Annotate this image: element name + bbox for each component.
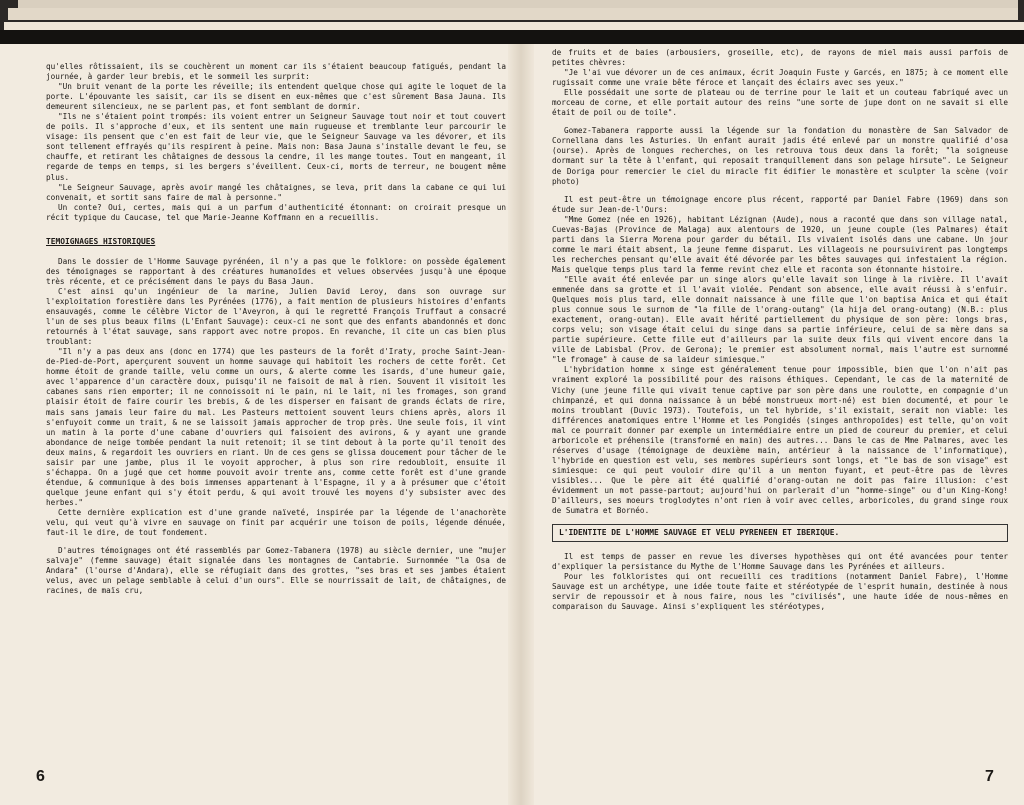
paragraph: Un conte? Oui, certes, mais qui a un parfum d'authenticité étonnant: on croirait presque un récit typique du Caucase, tel que Marie-Jeanne Koffmann en a recueillis.	[46, 202, 506, 222]
paragraph: Il est temps de passer en revue les diverses hypothèses qui ont été avancées pour tenter d'expliquer la persistance du Mythe de l'Homme Sauvage dans les Pyrénées et ailleurs.	[552, 552, 1008, 572]
book-gutter	[508, 44, 534, 805]
paragraph: D'autres témoignages ont été rassemblés par Gomez-Tabanera (1978) au siècle dernier, une "mujer salvaje" (femme sauvage) était signalée dans les montagnes de Cantabrie. Surnommée "la Osa de Andara" (l'ourse d'Andara), elle se réfugiait dans des grottes, "ses bras et ses jambes étaient velus, avec un pelage semblable à celui d'un ours". Elle se nourrissait de lait, de châtaignes, de racines, de maïs cru,	[46, 546, 506, 596]
quote-paragraph: "Elle avait été enlevée par un singe alors qu'elle lavait son linge à la rivière. Il l'avait emmenée dans sa grotte et il l'avait violée. Pendant son absence, elle avait réussi à s'enfuir. Quelques mois plus tard, elle donnait naissance à une fille que l'on baptisa Anica et qui était plus connue sous le surnom de "la fille de l'orang-outang" (la hija del orang-outang) (N.B.: plus exactement, orang-outan). Elle avait hérité partiellement du physique de son père: longs bras, corps velu; son visage était celui du singe dans sa partie inférieure, celui de sa mère dans sa partie supérieure. Cette fille eut d'ailleurs par la suite deux fils qui vivent encore dans la ville de Labisbal (Prov. de Gerona); le premier est absolument normal, mais l'autre est surnommé "le fromage" à cause de sa laideur simiesque."	[552, 274, 1008, 365]
paragraph: Il est peut-être un témoignage encore plus récent, rapporté par Daniel Fabre (1969) dans son étude sur Jean-de-l'Ours:	[552, 194, 1008, 214]
paragraph: de fruits et de baies (arbousiers, groseille, etc), de rayons de miel mais aussi parfois de petites chèvres:	[552, 48, 1008, 68]
paragraph: Elle possédait une sorte de plateau ou de terrine pour le lait et un couteau fabriqué avec un morceau de corne, et elle portait autour des reins "une sorte de jupe dont on ne savait si elle était de poil ou de toile".	[552, 88, 1008, 118]
paragraph: "Le Seigneur Sauvage, après avoir mangé les châtaignes, se leva, prit dans la cabane ce qui lui convenait, et sortit sans faire de mal à personne."	[46, 182, 506, 202]
paragraph: "Ils ne s'étaient point trompés: ils voient entrer un Seigneur Sauvage tout noir et tout couvert de poils. Il s'approche d'eux, et ils sentent une main rugueuse et tremblante leur parcourir le visage: ils pensent que c'en est fait de leur vie, que le Seigneur Sauvage va les dévorer, et ils sont tellement effrayés qu'ils respirent à peine. Mais non: Basa Jauna s'installe devant le feu, se chauffe, et retirant les châtaignes de dessous la cendre, il les mange toutes. Tout en mangeant, il regarde de temps en temps, si les bergers s'éveillent. Ceux-ci, morts de terreur, ne bougent même plus.	[46, 112, 506, 182]
left-page	[46, 62, 506, 596]
paragraph: Dans le dossier de l'Homme Sauvage pyrénéen, il n'y a pas que le folklore: on possède également des témoignages se rapportant à des créatures humanoïdes et velues observées jusqu'à une époque très récente, et ce précisément dans le pays du Basa Jaun.	[46, 256, 506, 286]
right-page	[552, 48, 1008, 612]
section-heading: L'IDENTITE DE L'HOMME SAUVAGE ET VELU PYRENEEN ET IBERIQUE.	[552, 524, 1008, 542]
paragraph: L'hybridation homme x singe est généralement tenue pour impossible, bien que l'on n'ait pas vraiment exploré la possibilité pour des raisons éthiques. Cependant, le cas de la maternité de Vichy (une jeune fille qui vivait tenue captive par son père dans une roulotte, en compagnie d'un chimpanzé, et qui donna naissance à un bébé monstrueux mort-né) est bien documenté, et pour le moins troublant (Duvic 1973). Toutefois, un tel hybride, s'il existait, serait non viable: les différences anatomiques entre l'Homme et les Pongidés (singes anthropoïdes) est telle, qu'on voit mal ce pourrait donner par exemple un intermédiaire entre un pied de coureur du premier, et celui arboricole et préhensile (transformé en main) des autres... Dans le cas de Mme Palmares, avec les réserves d'usage (témoignage de deuxième main, antérieur à la naissance de l'informatique), l'hybride en question est velu, ses membres supérieurs sont longs, et "le bas de son visage" est simiesque: ce qui peut vouloir dire qu'il a un menton fuyant, et peut-être pas de lèvres visibles... Que le père ait été qualifié d'orang-outan ne doit pas faire illusion: c'est évidemment un mot passe-partout; aujourd'hui on parlerait d'un "homme-singe" ou d'un King-Kong! D'ailleurs, ses moeurs troglodytes n'ont rien à voir avec celles, arboricoles, du grand singe roux de Sumatra et Bornéo.	[552, 365, 1008, 516]
section-heading: TEMOIGNAGES HISTORIQUES	[46, 236, 156, 246]
paragraph: Gomez-Tabanera rapporte aussi la légende sur la fondation du monastère de San Salvador de Cornellana dans les Asturies. Un enfant aurait jadis été enlevé par un monstre qualifié d'osa (ourse). Après de longues recherches, on les retrouva tous deux dans la forêt; "la soigneuse dormant sur la tête à l'enfant, qui reposait tranquillement dans son pelage hirsute". Le Seigneur de Doriga pour remercier le ciel du miracle fit édifier le monastère et sculpter la scène (voir photo)	[552, 126, 1008, 186]
page-number-left: 6	[36, 768, 45, 785]
paragraph: Pour les folkloristes qui ont recueilli ces traditions (notamment Daniel Fabre), l'Homme Sauvage est un archétype, une idée toute faite et stéréotypée de l'esprit humain, destinée à nous servir de repoussoir et à nous faire, nous les "civilisés", une haute idée de nous-mêmes en comparaison du Sauvage. Ainsi s'expliquent les stéréotypes,	[552, 572, 1008, 612]
paragraph: "Un bruit venant de la porte les réveille; ils entendent quelque chose qui agite le loquet de la porte. L'épouvante les saisit, car ils se disent en eux-mêmes que c'est sûrement Basa Jauna. Ils demeurent silencieux, ne se parlent pas, et font semblant de dormir.	[46, 82, 506, 112]
page-edge-middle	[8, 8, 1018, 20]
paragraph: qu'elles rôtissaient, ils se couchèrent un moment car ils s'étaient beaucoup fatigués, pendant la journée, à garder leur brebis, et le sommeil les surprit:	[46, 62, 506, 82]
quote-paragraph: "Il n'y a pas deux ans (donc en 1774) que les pasteurs de la forêt d'Iraty, proche Saint-Jean-de-Pied-de-Port, aperçurent souvent un homme sauvage qui habitoit les rochers de cette forêt. Cet homme étoit de grande taille, velu comme un ours, & alerte comme les isards, d'une humeur gaie, avec l'apparence d'un caractère doux, puisqu'il ne faisoit de mal à rien. Souvent il visitoit les cabanes sans rien emporter; il ne connoissoit ni le pain, ni le lait, ni les fromages, son grand plaisir étoit de faire courir les brebis, & de les disperser en faisant de grands éclats de rire, mais sans jamais leur faire du mal. Les Pasteurs mettoient souvent leurs chiens après, alors il s'enfuyoit comme un trait, & ne se laissoit jamais approcher de trop près. Une seule fois, il vint un matin à la porte d'une cabane d'ouvriers qui faisoient des avirons, & y ayant une grande abondance de neige tombée pendant la nuit retenoit; il se tint debout à la porte qu'il tenoit des deux mains, & regardoit les ouvriers en riant. Un de ces gens se glissa doucement pour tâcher de le saisir par une jambe, plus il le voyoit approcher, à plus son rire redoubloit, ensuite il s'échappa. On a jugé que cet homme pouvoit avoir trente ans, comme cette forêt est d'une grande étendue, & communique à des bois immenses appartenant à l'Espagne, il y a à présumer que c'étoit quelque jeune enfant qui s'y étoit perdu, & qui avoit trouvé les moyens d'y subsister avec des herbes."	[46, 347, 506, 507]
paragraph: Cette dernière explication est d'une grande naïveté, inspirée par la légende de l'anachorète velu, qui veut qu'à vivre en sauvage on finit par acquérir une toison de poils, légende dénuée, faut-il le dire, de tout fondement.	[46, 507, 506, 538]
paragraph: C'est ainsi qu'un ingénieur de la marine, Julien David Leroy, dans son ouvrage sur l'exploitation forestière dans les Pyrénées (1776), a fait mention de plusieurs histoires d'enfants ensauvagés, comme le célèbre Victor de l'Aveyron, à qui le regretté François Truffaut a consacré l'un de ses plus beaux films (L'Enfant Sauvage): ceux-ci ne sont que des enfants abandonnés et donc retournés à l'état sauvage, sans rapport avec notre propos. En revanche, il cite un cas bien plus troublant:	[46, 286, 506, 347]
quote-paragraph: "Mme Gomez (née en 1926), habitant Lézignan (Aude), nous a raconté que dans son village natal, Cuevas-Bajas (Province de Malaga) aux alentours de 1920, un jeune couple (les Palmares) était parti dans la Sierra Morena pour garder du bétail. Ils vivaient isolés dans une cabane. Un jour comme le mari était absent, la jeune femme disparut. Les villageois ne poursuivirent pas longtemps les recherches pensant qu'elle avait été dévorée par les bêtes sauvages qui infestaient la région. Mais quelque temps plus tard la femme revint chez elle et raconta son étonnante histoire.	[552, 214, 1008, 274]
quote-paragraph: "Je l'ai vue dévorer un de ces animaux, écrit Joaquin Fuste y Garcés, en 1875; à ce moment elle rugissait comme une vraie bête féroce et lançait des éclairs avec ses yeux."	[552, 68, 1008, 88]
page-number-right: 7	[985, 768, 994, 785]
